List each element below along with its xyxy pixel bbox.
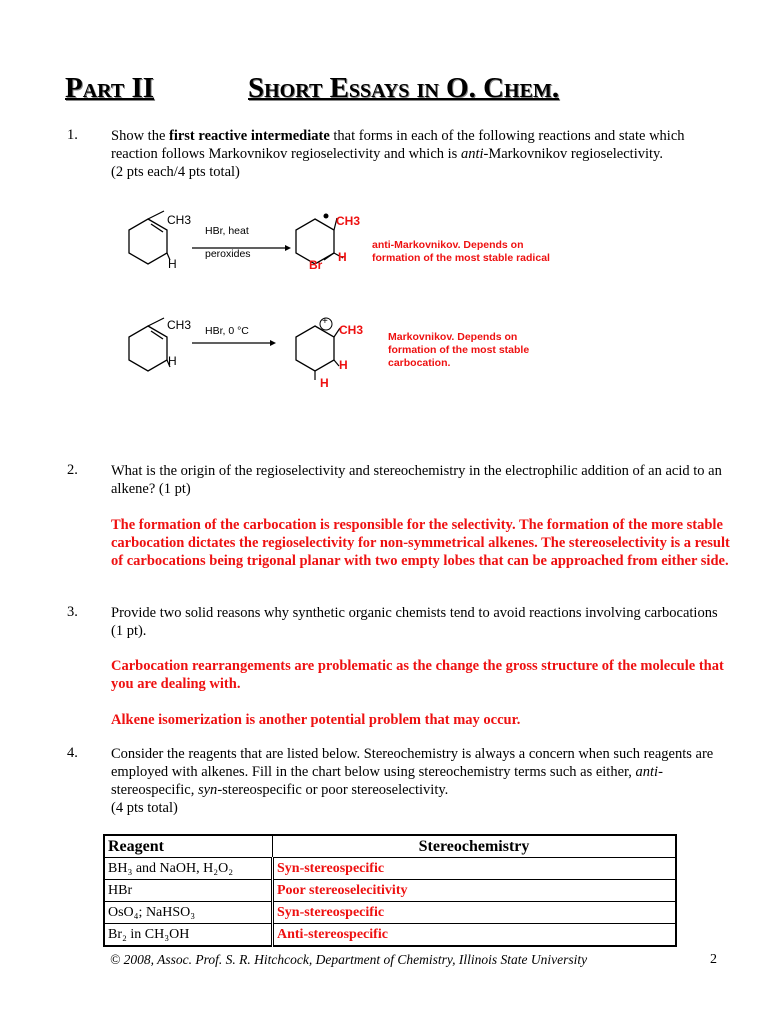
rxn2-prod-ch3: CH3 bbox=[339, 323, 364, 337]
rxn2-reagent: HBr, 0 °C bbox=[205, 325, 249, 337]
table-cell-stereo: Poor stereoselecitivity bbox=[273, 880, 677, 902]
table-cell-stereo: Anti-stereospecific bbox=[273, 924, 677, 947]
reaction-2-scheme bbox=[110, 312, 590, 412]
rxn1-sm-h: H bbox=[168, 257, 177, 271]
question-1-points: (2 pts each/4 pts total) bbox=[111, 164, 240, 180]
question-3-answer-2: Alkene isomerization is another potential problem that may occur. bbox=[111, 712, 521, 728]
question-3-text: Provide two solid reasons why synthetic organic chemists tend to avoid reactions involving carbocations (1 pt). bbox=[111, 605, 718, 639]
rxn2-note: Markovnikov. Depends on formation of the most stable carbocation. bbox=[388, 331, 530, 369]
reaction-1-scheme bbox=[110, 205, 590, 305]
carbocation-charge: + bbox=[322, 316, 328, 327]
question-1-number: 1. bbox=[67, 127, 78, 143]
table-cell-stereo: Syn-stereospecific bbox=[273, 858, 677, 880]
table-row bbox=[104, 924, 676, 947]
question-2-answer: The formation of the carbocation is responsible for the selectivity. The formation of the more stable carbocation dictates the regioselectivity for non-symmetrical alkenes. The stereoselectivity is a result of carbocations being trigonal planar with two empty lobes that can be approached from either side. bbox=[111, 517, 730, 569]
table-cell-reagent: OsO₄; NaHSO₃ bbox=[104, 902, 273, 924]
page-number: 2 bbox=[710, 952, 717, 967]
question-3-number: 3. bbox=[67, 604, 78, 620]
rxn2-sm-ch3: CH3 bbox=[167, 318, 192, 332]
table-header-row bbox=[104, 835, 676, 858]
table-row bbox=[104, 902, 676, 924]
table-header-stereochemistry: Stereochemistry bbox=[273, 835, 677, 858]
question-1-text: Show the first reactive intermediate that forms in each of the following reactions and state which reaction follows Markovnikov regioselectivity and which is anti-Markovnikov regioselectivity. (2 pts each/4 pts total) bbox=[111, 128, 685, 180]
question-2-number: 2. bbox=[67, 462, 78, 478]
page-title bbox=[65, 72, 705, 108]
rxn1-prod-br: Br bbox=[309, 258, 323, 272]
rxn2-prod-h2: H bbox=[320, 376, 329, 390]
table-cell-reagent: Br₂ in CH₃OH bbox=[104, 924, 273, 947]
table-cell-reagent: HBr bbox=[104, 880, 273, 902]
table-cell-stereo: Syn-stereospecific bbox=[273, 902, 677, 924]
rxn1-note: anti-Markovnikov. Depends on formation of the most stable radical bbox=[372, 239, 550, 264]
title-main: Short Essays in O. Chem. bbox=[248, 72, 560, 104]
table-row bbox=[104, 880, 676, 902]
page-footer: © 2008, Assoc. Prof. S. R. Hitchcock, Department of Chemistry, Illinois State University bbox=[110, 952, 588, 967]
rxn1-reagent-top: HBr, heat bbox=[205, 225, 249, 237]
stereochemistry-table bbox=[103, 834, 677, 947]
rxn2-sm-h: H bbox=[168, 354, 177, 368]
question-4-text: Consider the reagents that are listed below. Stereochemistry is always a concern when such reagents are employed with alkenes. Fill in the chart below using stereochemistry terms such as either, anti-stereospecific, syn-stereospecific or poor stereoselectivity. (4 pts total) bbox=[111, 746, 714, 816]
rxn1-sm-ch3: CH3 bbox=[167, 213, 192, 227]
question-2-text: What is the origin of the regioselectivity and stereochemistry in the electrophilic addition of an acid to an alkene? (1 pt) bbox=[111, 463, 722, 497]
title-part: Part II bbox=[65, 72, 155, 104]
question-3-answer-1: Carbocation rearrangements are problematic as the change the gross structure of the molecule that you are dealing with. bbox=[111, 658, 724, 692]
question-4-number: 4. bbox=[67, 745, 78, 761]
rxn1-prod-ch3: CH3 bbox=[336, 214, 361, 228]
rxn1-reagent-bottom: peroxides bbox=[205, 248, 251, 260]
rxn2-prod-h1: H bbox=[339, 358, 348, 372]
question-4-points: (4 pts total) bbox=[111, 800, 178, 816]
rxn1-prod-h: H bbox=[338, 250, 347, 264]
table-header-reagent: Reagent bbox=[104, 835, 273, 858]
table-cell-reagent: BH₃ and NaOH, H₂O₂ bbox=[104, 858, 273, 880]
table-row bbox=[104, 858, 676, 880]
